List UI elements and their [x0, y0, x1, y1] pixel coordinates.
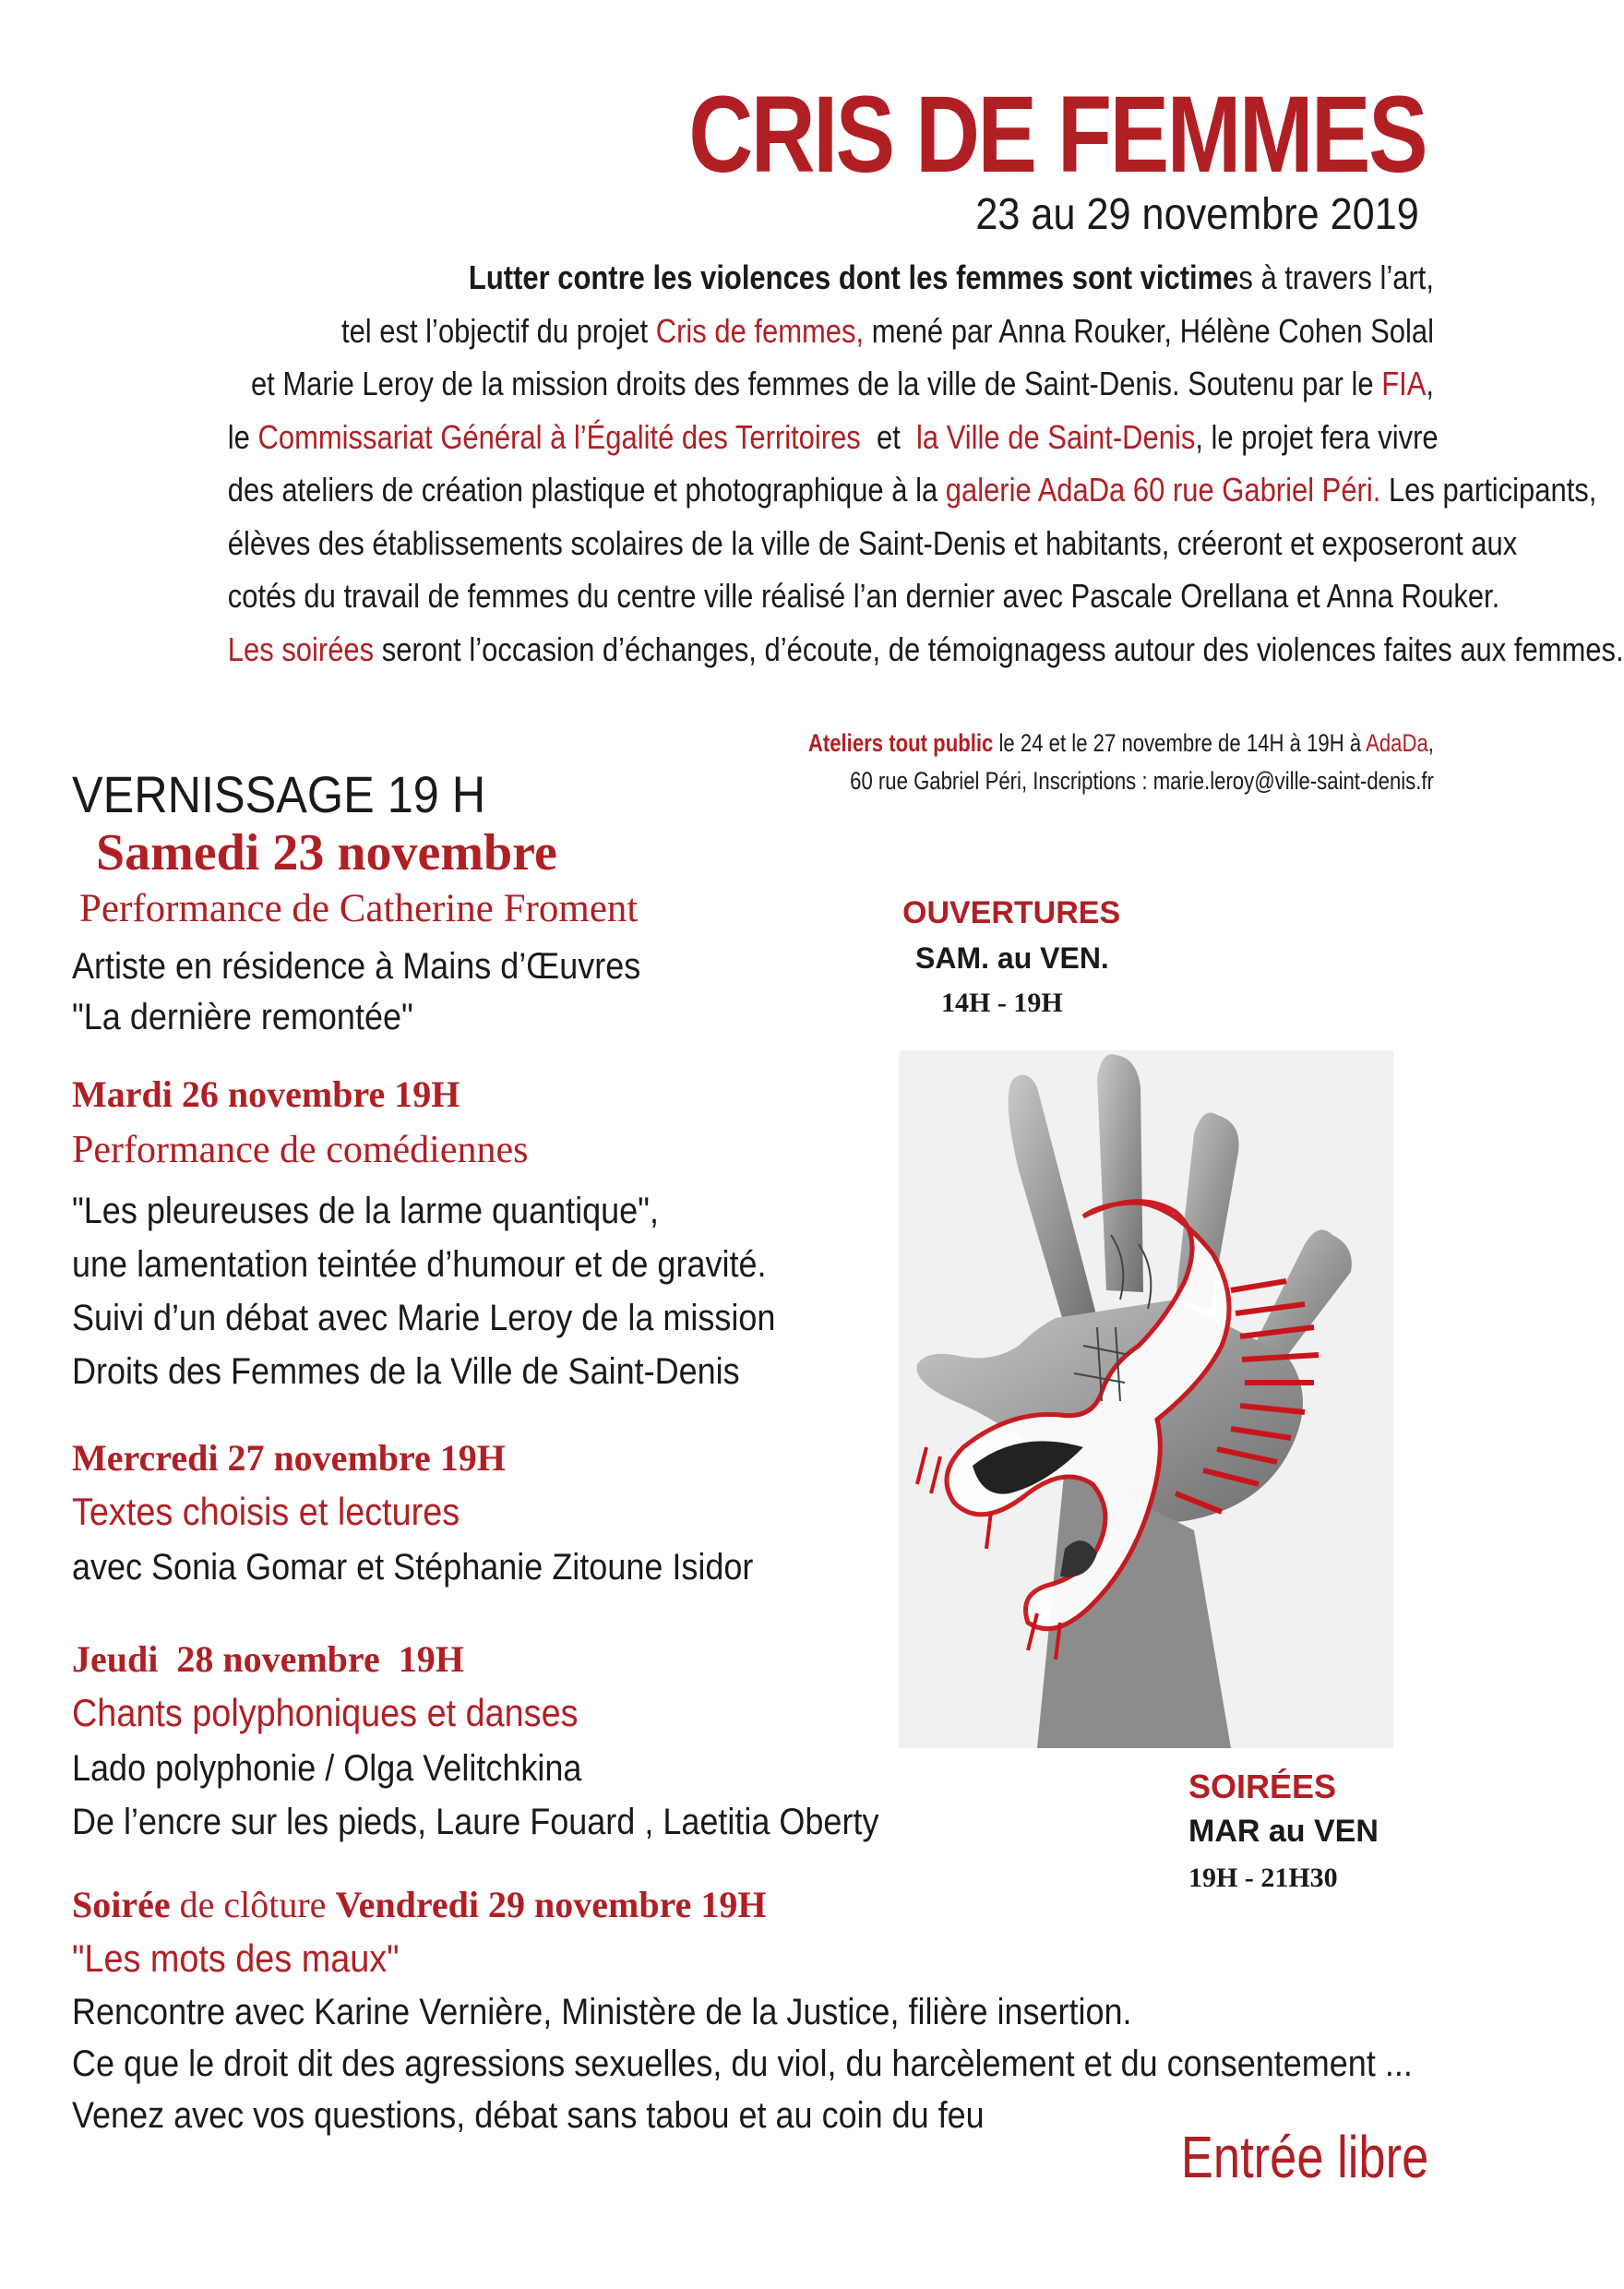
event-day-date: 26 novembre	[172, 1073, 395, 1115]
vernissage-performance: Performance de Catherine Froment	[79, 887, 639, 930]
free-entry-label: Entrée libre	[1180, 2124, 1428, 2190]
event-title: Chants polyphoniques et danses	[72, 1691, 579, 1734]
intro-text: et	[860, 417, 917, 456]
workshops-line	[808, 725, 1434, 762]
intro-paragraph	[31, 251, 1624, 676]
workshops-label: Ateliers tout public	[807, 729, 994, 757]
event-day-date: 27 novembre	[218, 1437, 440, 1479]
event-day: Mardi	[72, 1073, 173, 1115]
event-day-date: 28 novembre	[158, 1638, 389, 1680]
event-detail: De l’encre sur les pieds, Laure Fouard , Laetitia Oberty	[72, 1802, 879, 1842]
artwork-image	[899, 1050, 1393, 1748]
event-day: Jeudi	[72, 1638, 159, 1680]
closing-detail: Ce que le droit dit des agressions sexuelles, du viol, du harcèlement et du consentement ...	[72, 2043, 1413, 2084]
intro-text: seront l’occasion d’échanges, d’écoute, de témoignagess autour des violences faites aux femmes.	[374, 629, 1624, 668]
intro-text: et Marie Leroy de la mission droits des femmes de la ville de Saint-Denis. Soutenu par le	[250, 365, 1382, 402]
closing-date	[72, 1883, 767, 1926]
closing-time: 19H	[700, 1884, 767, 1925]
closing-day-date: 29 novembre	[479, 1884, 701, 1925]
event-time: 19H	[439, 1437, 506, 1479]
closing-detail: Venez avec vos questions, débat sans tabou et au coin du feu	[72, 2095, 985, 2136]
closing-label: de clôture	[170, 1884, 336, 1925]
event-date	[72, 1637, 464, 1681]
intro-line: cotés du travail de femmes du centre ville réalisé l’an dernier avec Pascale Orellana et Anna Rouker.	[227, 577, 1500, 615]
workshops-contact: 60 rue Gabriel Péri, Inscriptions : marie.leroy@ville-saint-denis.fr	[850, 767, 1434, 795]
hand-artwork-illustration	[899, 1050, 1393, 1748]
event-detail: Droits des Femmes de la Ville de Saint-Denis	[72, 1351, 740, 1392]
intro-highlight: FIA	[1381, 365, 1427, 402]
vernissage-detail: "La dernière remontée"	[72, 997, 413, 1037]
intro-highlight: Cris de femmes,	[655, 311, 865, 350]
event-detail: avec Sonia Gomar et Stéphanie Zitoune Isidor	[72, 1547, 754, 1588]
evenings-hours: 19H - 21H30	[1188, 1863, 1338, 1893]
openings-days: SAM. au VEN.	[915, 941, 1109, 975]
intro-text: mené par Anna Rouker, Hélène Cohen Solal	[864, 311, 1434, 350]
event-detail: Suivi d’un débat avec Marie Leroy de la mission	[72, 1298, 776, 1338]
intro-line	[228, 305, 1434, 358]
intro-text: tel est l’objectif du projet	[340, 311, 656, 350]
workshops-text: le 24 et le 27 novembre de 14H à 19H à	[993, 729, 1367, 757]
event-time: 19H	[394, 1073, 460, 1115]
event-date	[72, 1436, 506, 1480]
intro-line	[227, 463, 1597, 517]
event-title: Performance de comédiennes	[72, 1129, 529, 1171]
event-detail: "Les pleureuses de la larme quantique",	[72, 1191, 659, 1231]
intro-text: Les participants,	[1380, 471, 1597, 509]
intro-text: des ateliers de création plastique et photographique à la	[227, 471, 946, 509]
evenings-title: SOIRÉES	[1188, 1768, 1337, 1805]
intro-line	[228, 251, 1434, 305]
openings-hours: 14H - 19H	[941, 988, 1063, 1018]
intro-text: , le projet fera vivre	[1195, 417, 1439, 456]
closing-soiree: Soirée	[72, 1884, 171, 1925]
closing-title: "Les mots des maux"	[72, 1936, 400, 1980]
intro-text: le	[227, 417, 258, 456]
vernissage-heading: VERNISSAGE 19 H	[72, 765, 486, 823]
intro-text: s à travers l’art,	[1238, 258, 1434, 296]
event-time: 19H	[388, 1638, 464, 1680]
workshops-info	[671, 725, 1434, 800]
event-dates: 23 au 29 novembre 2019	[975, 190, 1419, 239]
workshops-text: ,	[1427, 729, 1434, 757]
intro-highlight: galerie AdaDa 60 rue Gabriel Péri.	[945, 471, 1381, 509]
intro-highlight: Commissariat Général à l’Égalité des Territoires	[257, 417, 861, 456]
event-day: Mercredi	[72, 1437, 219, 1479]
intro-text: ,	[1426, 365, 1434, 402]
event-date	[72, 1073, 460, 1116]
event-detail: Lado polyphonie / Olga Velitchkina	[72, 1748, 582, 1789]
event-title: Textes choisis et lectures	[72, 1490, 460, 1533]
intro-line	[228, 357, 1434, 411]
intro-highlight: la Ville de Saint-Denis	[916, 417, 1196, 456]
intro-bold-text: Lutter contre les violences dont les femmes sont victime	[468, 258, 1239, 296]
intro-line	[227, 411, 1439, 464]
poster-title: CRIS DE FEMMES	[688, 74, 1426, 196]
closing-detail: Rencontre avec Karine Vernière, Ministère de la Justice, filière insertion.	[72, 1992, 1132, 2032]
vernissage-detail: Artiste en résidence à Mains d’Œuvres	[72, 946, 641, 987]
openings-title: OUVERTURES	[902, 895, 1121, 930]
intro-line: élèves des établissements scolaires de la ville de Saint-Denis et habitants, créeront et exposeront aux	[227, 523, 1518, 562]
intro-line	[227, 623, 1624, 677]
event-detail: une lamentation teintée d’humour et de gravité.	[72, 1244, 767, 1285]
workshops-venue: AdaDa	[1366, 729, 1428, 757]
evenings-days: MAR au VEN	[1188, 1814, 1379, 1849]
intro-highlight: Les soirées	[227, 629, 375, 668]
vernissage-date: Samedi 23 novembre	[96, 824, 557, 881]
closing-day: Vendredi	[335, 1884, 480, 1925]
